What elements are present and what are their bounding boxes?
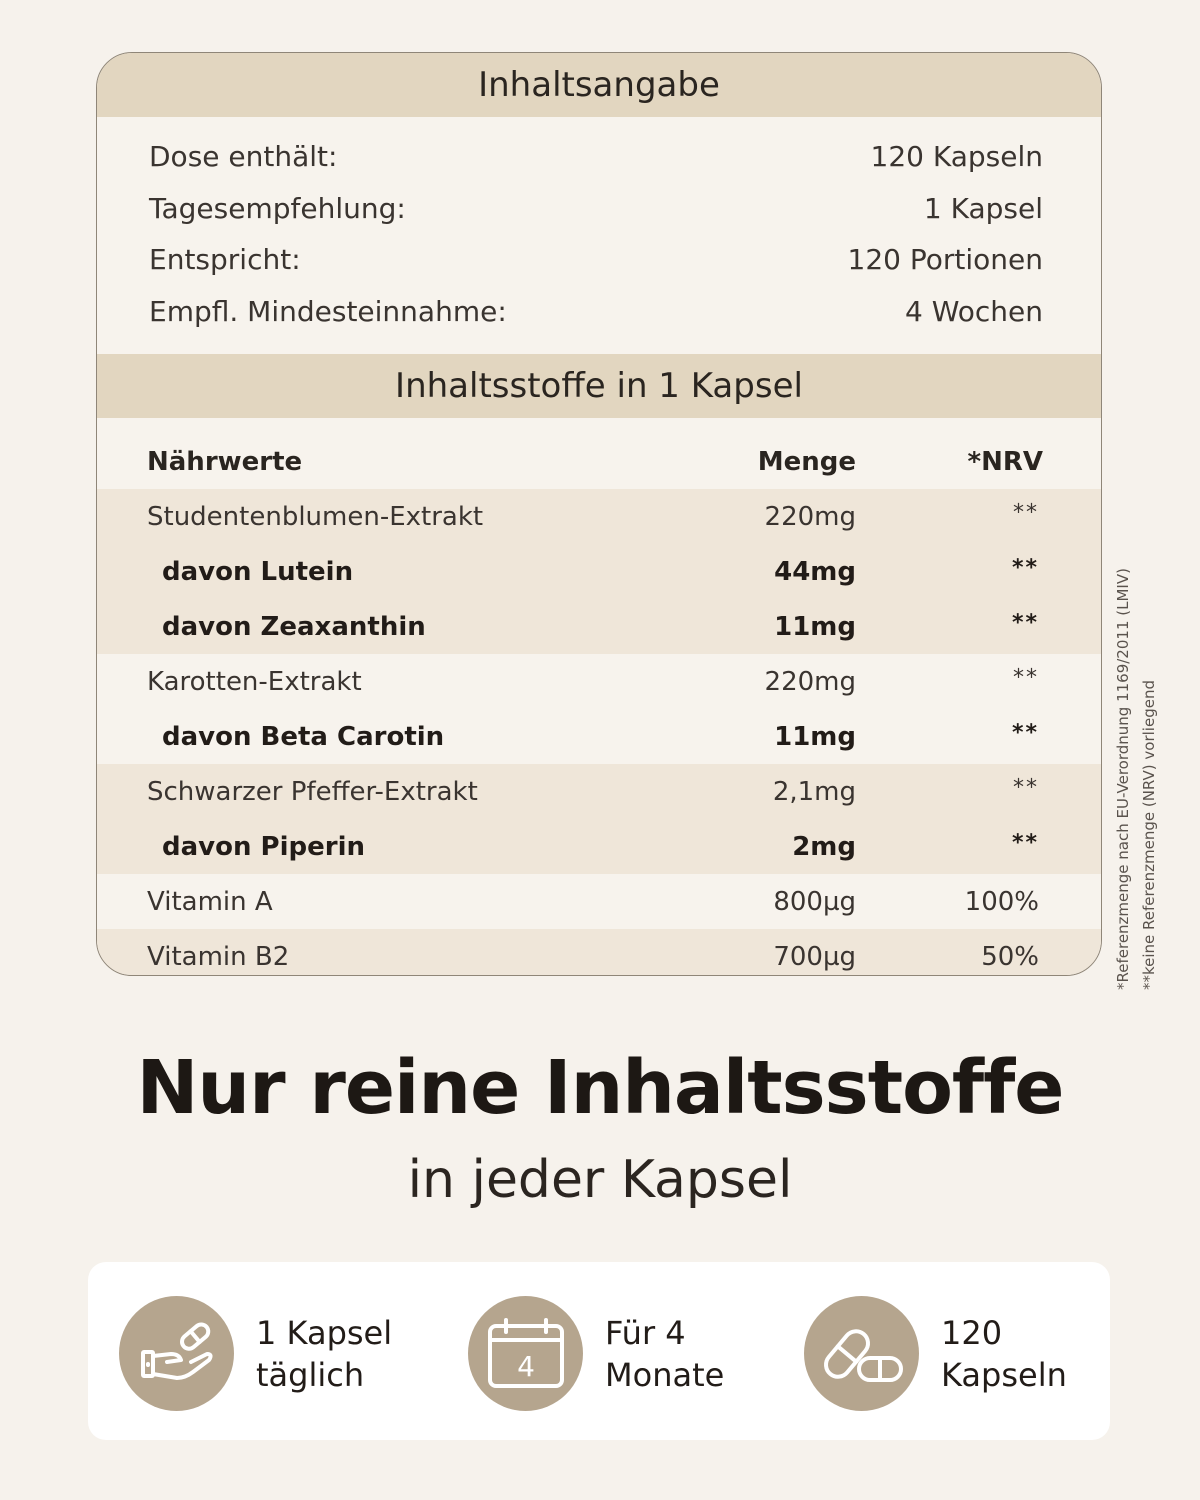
feature-line: Monate [605, 1355, 725, 1394]
ingredient-amount: 44mg [774, 556, 856, 587]
feature-bar [88, 1262, 1110, 1440]
ingredient-nrv: ** [1013, 665, 1039, 691]
ingredient-amount: 800µg [773, 886, 856, 917]
header-amount: Menge [757, 447, 856, 477]
info-value: 120 Portionen [847, 242, 1043, 276]
ingredient-nrv: 100% [964, 886, 1039, 917]
ingredient-name: davon Piperin [162, 831, 365, 862]
ingredient-nrv: 50% [981, 941, 1039, 972]
ingredient-name: davon Zeaxanthin [162, 611, 426, 642]
feature-line: täglich [256, 1355, 365, 1394]
calendar-icon [468, 1296, 583, 1411]
ingredient-nrv: ** [1011, 720, 1039, 746]
ingredient-amount: 2,1mg [772, 776, 856, 807]
ingredient-amount: 220mg [764, 666, 856, 697]
ingredient-amount: 2mg [792, 831, 856, 862]
ingredient-amount: 220mg [764, 501, 856, 532]
info-row [149, 286, 1043, 336]
table-row [97, 764, 1101, 819]
info-label: Empfl. Mindesteinnahme: [149, 294, 507, 328]
info-label: Dose enthält: [149, 139, 338, 173]
header-nrv: *NRV [967, 447, 1043, 477]
ingredient-name: Studentenblumen-Extrakt [147, 501, 484, 532]
info-row [149, 131, 1043, 181]
header-nutrients: Nährwerte [147, 447, 303, 477]
feature-capsule-count [804, 1296, 1067, 1411]
hand-with-capsule-icon [119, 1296, 234, 1411]
info-label: Entspricht: [149, 242, 301, 276]
info-value: 4 Wochen [904, 294, 1043, 328]
table-row [97, 874, 1101, 929]
calendar-number: 4 [516, 1349, 535, 1383]
subheadline: in jeder Kapsel [407, 1150, 793, 1210]
ingredients-title: Inhaltsstoffe in 1 Kapsel [97, 354, 1101, 418]
footnote-no-reference: **keine Referenzmenge (NRV) vorliegend [1140, 680, 1158, 990]
ingredient-amount: 700µg [773, 941, 856, 972]
info-row [149, 234, 1043, 284]
info-value: 120 Kapseln [870, 139, 1043, 173]
feature-line: 1 Kapsel [256, 1313, 393, 1352]
table-row [97, 544, 1101, 599]
feature-line: Kapseln [941, 1355, 1067, 1394]
feature-duration [468, 1296, 724, 1411]
ingredient-nrv: ** [1011, 555, 1039, 581]
ingredient-name: Vitamin A [147, 886, 273, 917]
info-value: 1 Kapsel [923, 191, 1043, 225]
ingredient-nrv: ** [1011, 830, 1039, 856]
ingredient-name: Karotten-Extrakt [147, 666, 362, 697]
headline: Nur reine Inhaltsstoffe [136, 1045, 1064, 1131]
feature-daily-dose [119, 1296, 392, 1411]
ingredient-nrv: ** [1013, 775, 1039, 801]
info-label: Tagesempfehlung: [149, 191, 406, 225]
table-row [97, 929, 1101, 976]
ingredient-name: Vitamin B2 [147, 941, 290, 972]
footnote-nrv-reference: *Referenzmenge nach EU-Verordnung 1169/2011 (LMIV) [1114, 568, 1132, 990]
ingredient-name: davon Lutein [162, 556, 354, 587]
table-row [97, 709, 1101, 764]
table-row [97, 654, 1101, 709]
table-row [97, 599, 1101, 654]
ingredient-nrv: ** [1013, 500, 1039, 526]
content-overview-title: Inhaltsangabe [97, 53, 1101, 117]
feature-line: 120 [941, 1313, 1003, 1352]
info-row [149, 183, 1043, 233]
ingredient-name: davon Beta Carotin [162, 721, 445, 752]
ingredient-amount: 11mg [774, 611, 856, 642]
ingredient-name: Schwarzer Pfeffer-Extrakt [147, 776, 478, 807]
table-header [97, 435, 1101, 489]
table-row [97, 489, 1101, 544]
capsules-icon [804, 1296, 919, 1411]
ingredient-nrv: ** [1011, 610, 1039, 636]
nutrition-card [96, 52, 1102, 976]
table-row [97, 819, 1101, 874]
ingredient-amount: 11mg [774, 721, 856, 752]
feature-line: Für 4 [605, 1313, 686, 1352]
